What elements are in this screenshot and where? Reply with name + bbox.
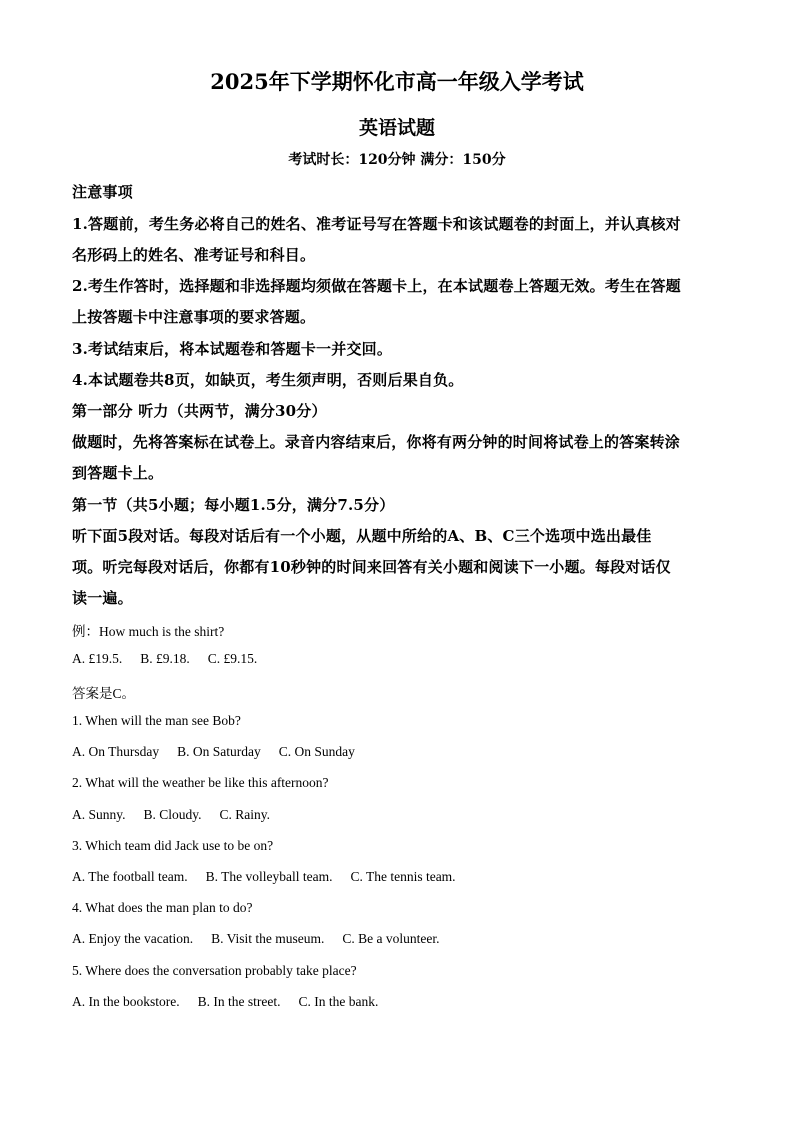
question-5-option-c: C. In the bank. <box>298 994 379 1009</box>
question-1-option-c: C. On Sunday <box>278 744 355 759</box>
question-3-options <box>72 869 474 885</box>
section1-instructions-line-3: 读一遍。 <box>72 589 133 607</box>
section1-heading: 第一节（共5小题；每小题1.5分，满分7.5分） <box>72 496 395 514</box>
question-2-option-b: B. Cloudy. <box>143 807 202 822</box>
question-5-option-b: B. In the street. <box>197 994 281 1009</box>
question-1-options <box>72 744 373 760</box>
example-question: 例：How much is the shirt? <box>72 624 225 639</box>
question-2-option-c: C. Rainy. <box>219 807 271 822</box>
example-option-b: B. £9.18. <box>140 651 190 666</box>
notice-item-2-line-2: 上按答题卡中注意事项的要求答题。 <box>72 308 316 326</box>
question-2-option-a: A. Sunny. <box>72 807 126 822</box>
notice-item-1-line-1: 1.答题前，考生务必将自己的姓名、准考证号写在答题卡和该试题卷的封面上，并认真核对 <box>72 215 681 233</box>
question-4-option-c: C. Be a volunteer. <box>342 931 440 946</box>
question-1-option-b: B. On Saturday <box>177 744 261 759</box>
section1-instructions-line-2: 项。听完每段对话后，你都有10秒钟的时间来回答有关小题和阅读下一小题。每段对话仅 <box>72 558 671 576</box>
question-4-options <box>72 931 458 947</box>
question-5-options <box>72 994 396 1010</box>
example-option-a: A. £19.5. <box>72 651 123 666</box>
notice-item-4: 4.本试题卷共8页，如缺页，考生须声明，否则后果自负。 <box>72 371 464 389</box>
question-2-options <box>72 807 288 823</box>
part1-intro-line-1: 做题时，先将答案标在试卷上。录音内容结束后，你将有两分钟的时间将试卷上的答案转涂 <box>72 433 681 451</box>
notice-item-1-line-2: 名形码上的姓名、准考证号和科目。 <box>72 246 316 264</box>
example-options <box>72 651 275 667</box>
example-answer: 答案是C。 <box>72 686 136 701</box>
notice-heading: 注意事项 <box>72 183 133 201</box>
question-4-stem: 4. What does the man plan to do? <box>72 900 253 915</box>
question-2-stem: 2. What will the weather be like this afternoon? <box>72 775 329 790</box>
section1-instructions-line-1: 听下面5段对话。每段对话后有一个小题，从题中所给的A、B、C三个选项中选出最佳 <box>72 527 652 545</box>
exam-title: 2025年下学期怀化市高一年级入学考试 <box>210 69 584 94</box>
question-5-option-a: A. In the bookstore. <box>72 994 180 1009</box>
question-3-option-b: B. The volleyball team. <box>205 869 333 884</box>
question-1-stem: 1. When will the man see Bob? <box>72 713 241 728</box>
question-4-option-a: A. Enjoy the vacation. <box>72 931 194 946</box>
notice-item-2-line-1: 2.考生作答时，选择题和非选择题均须做在答题卡上，在本试题卷上答题无效。考生在答题 <box>72 277 681 295</box>
question-3-option-c: C. The tennis team. <box>350 869 456 884</box>
part1-intro-line-2: 到答题卡上。 <box>72 464 164 482</box>
question-4-option-b: B. Visit the museum. <box>211 931 325 946</box>
question-5-stem: 5. Where does the conversation probably take place? <box>72 963 357 978</box>
exam-meta: 考试时长：120分钟 满分：150分 <box>288 152 506 168</box>
question-1-option-a: A. On Thursday <box>72 744 160 759</box>
question-3-stem: 3. Which team did Jack use to be on? <box>72 838 274 853</box>
exam-subtitle: 英语试题 <box>358 117 435 139</box>
notice-item-3: 3.考试结束后，将本试题卷和答题卡一并交回。 <box>72 340 393 358</box>
part1-heading: 第一部分 听力（共两节，满分30分） <box>72 402 327 420</box>
example-option-c: C. £9.15. <box>207 651 258 666</box>
question-3-option-a: A. The football team. <box>72 869 188 884</box>
